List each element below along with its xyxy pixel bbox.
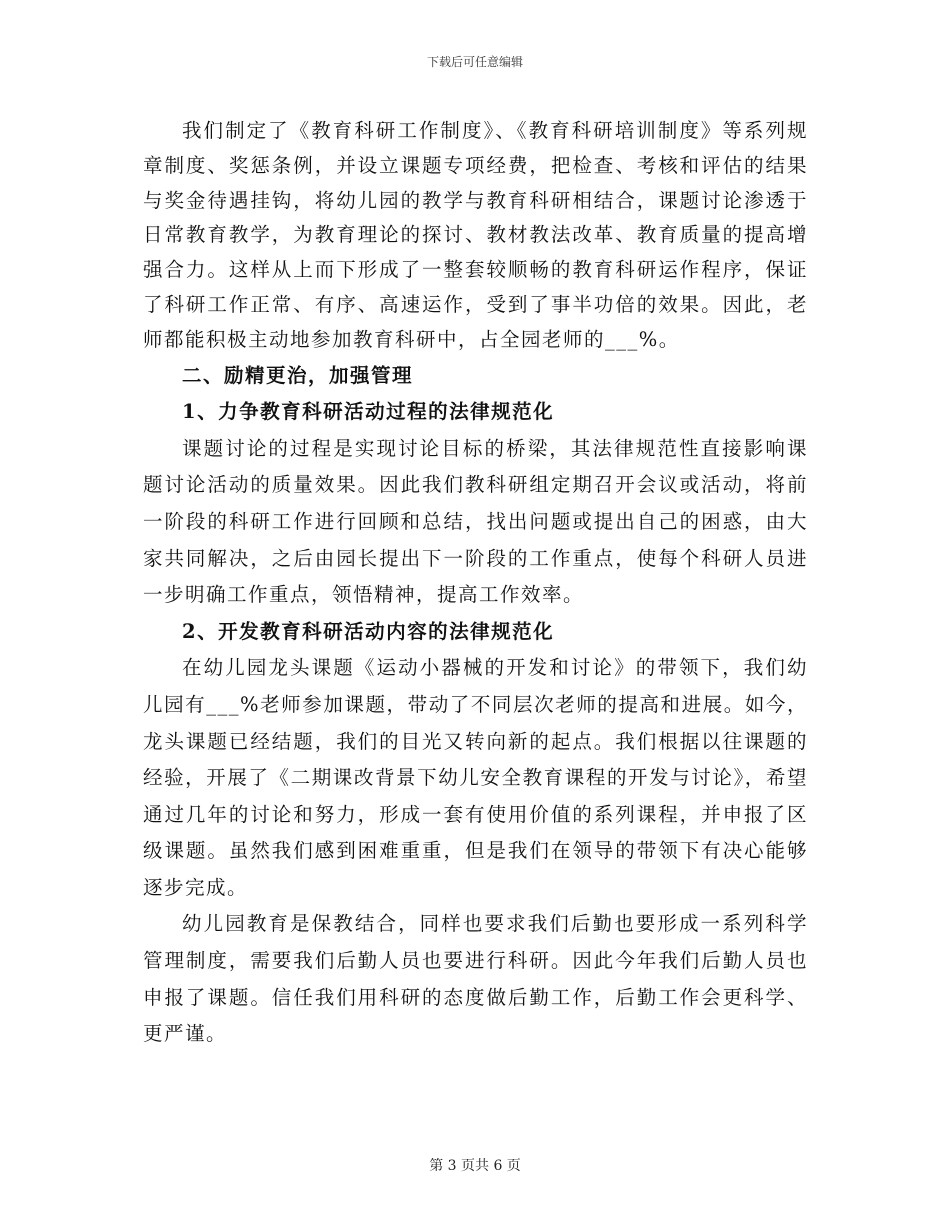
document-body [143,114,808,1053]
page-number: 第 3 页共 6 页 [429,1158,521,1174]
paragraph-process: 课题讨论的过程是实现讨论目标的桥梁，其法律规范性直接影响课题讨论活动的质量效果。因此我们教科研组定期召开会议或活动，将前一阶段的科研工作进行回顾和总结，找出问题或提出自己的困惑，由大家共同解决，之后由园长提出下一阶段的工作重点，使每个科研人员进一步明确工作重点，领悟精神，提高工作效率。 [143,436,808,607]
page-header: 下载后可任意编辑 [426,55,523,69]
subheading-content-standardization: 2、开发教育科研活动内容的法律规范化 [182,619,555,643]
paragraph-logistics: 幼儿园教育是保教结合，同样也要求我们后勤也要形成一系列科学管理制度，需要我们后勤人员也要进行科研。因此今年我们后勤人员也申报了课题。信任我们用科研的态度做后勤工作，后勤工作会更科学、更严谨。 [143,912,808,1046]
paragraph-project: 在幼儿园龙头课题《运动小器械的开发和讨论》的带领下，我们幼儿园有___%老师参加课题，带动了不同层次老师的提高和进展。如今，龙头课题已经结题，我们的目光又转向新的起点。我们根据以往课题的经验，开展了《二期课改背景下幼儿安全教育课程的开发与讨论》，希望通过几年的讨论和努力，形成一套有使用价值的系列课程，并申报了区级课题。虽然我们感到困难重重，但是我们在领导的带领下有决心能够逐步完成。 [143,656,808,899]
section-heading-management: 二、励精更治，加强管理 [182,363,414,387]
subheading-process-standardization: 1、力争教育科研活动过程的法律规范化 [182,400,555,424]
paragraph-research-system: 我们制定了《教育科研工作制度》、《教育科研培训制度》等系列规章制度、奖惩条例，并设立课题专项经费，把检查、考核和评估的结果与奖金待遇挂钩，将幼儿园的教学与教育科研相结合，课题讨论渗透于日常教育教学，为教育理论的探讨、教材教法改革、教育质量的提高增强合力。这样从上而下形成了一整套较顺畅的教育科研运作程序，保证了科研工作正常、有序、高速运作，受到了事半功倍的效果。因此，老师都能积极主动地参加教育科研中，占全园老师的___%。 [143,119,808,351]
